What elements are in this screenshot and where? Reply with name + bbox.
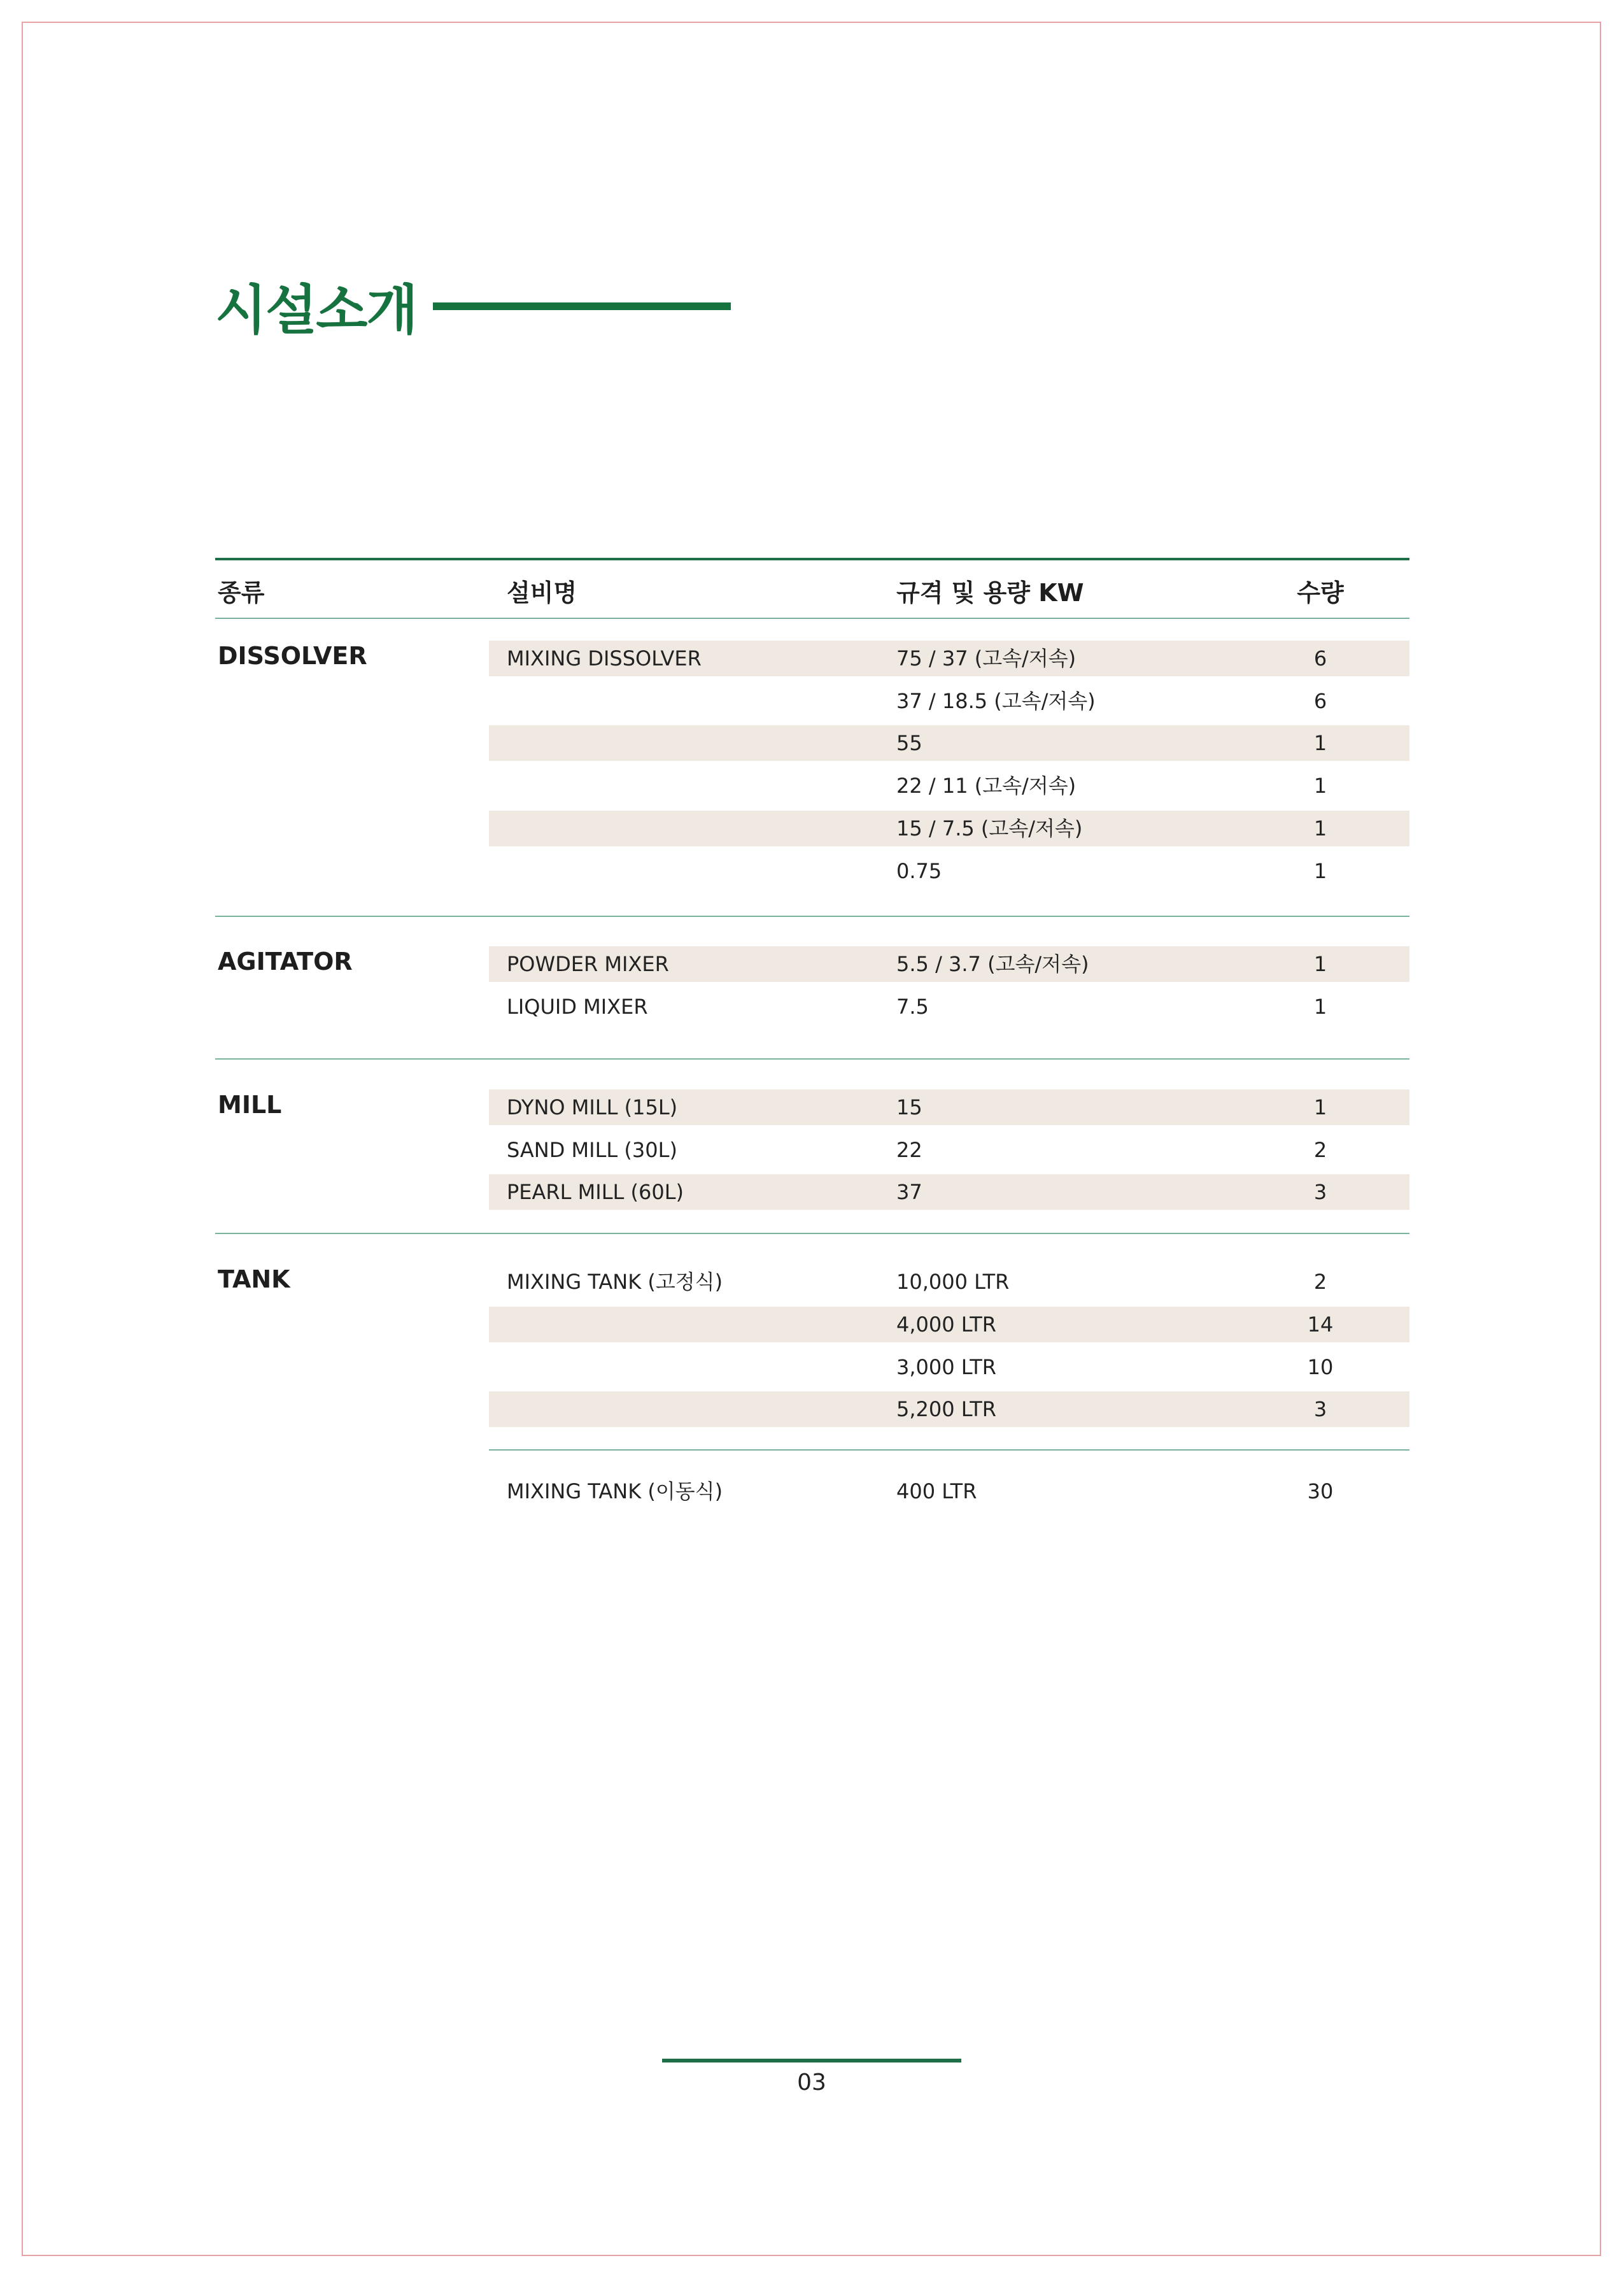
page-title-block	[215, 267, 417, 344]
equipment-name: MIXING TANK (고정식)	[507, 1270, 723, 1294]
equipment-name: DYNO MILL (15L)	[507, 1095, 678, 1119]
table-row	[489, 1132, 1409, 1168]
spec-value: 55	[896, 731, 922, 755]
equipment-name: PEARL MILL (60L)	[507, 1180, 684, 1204]
table-row	[489, 946, 1409, 982]
subgroup-separator	[489, 1449, 1409, 1451]
table-row	[489, 725, 1409, 761]
header-rule	[215, 618, 1409, 619]
table-row	[489, 1174, 1409, 1210]
spec-value: 4,000 LTR	[896, 1312, 996, 1337]
page-number: 03	[797, 2070, 826, 2096]
footer-rule	[662, 2059, 961, 2062]
spec-value: 15 / 7.5 (고속/저속)	[896, 816, 1083, 841]
spec-value: 75 / 37 (고속/저속)	[896, 646, 1077, 671]
group-separator	[215, 1058, 1409, 1060]
qty-value: 1	[1313, 952, 1327, 976]
qty-value: 1	[1313, 1095, 1327, 1119]
table-row	[489, 641, 1409, 676]
table-top-rule	[215, 558, 1409, 560]
table-row	[489, 989, 1409, 1025]
spec-value: 22	[896, 1138, 922, 1162]
category-tank: TANK	[218, 1265, 290, 1293]
equipment-name: MIXING DISSOLVER	[507, 646, 702, 671]
table-row	[489, 1391, 1409, 1427]
qty-value: 14	[1307, 1312, 1334, 1337]
header-qty: 수량	[1297, 579, 1344, 607]
qty-value: 3	[1313, 1180, 1327, 1204]
spec-value: 400 LTR	[896, 1479, 977, 1503]
table-row	[489, 1090, 1409, 1125]
spec-value: 5,200 LTR	[896, 1397, 996, 1421]
category-dissolver: DISSOLVER	[218, 642, 367, 670]
qty-value: 10	[1307, 1355, 1334, 1379]
qty-value: 1	[1313, 816, 1327, 841]
table-row	[489, 1307, 1409, 1342]
spec-value: 37	[896, 1180, 922, 1204]
qty-value: 1	[1313, 774, 1327, 798]
equipment-name: SAND MILL (30L)	[507, 1138, 677, 1162]
category-mill: MILL	[218, 1091, 282, 1119]
table-row	[489, 1473, 1409, 1509]
title-underline	[433, 302, 731, 310]
qty-value: 1	[1313, 995, 1327, 1019]
table-row	[489, 768, 1409, 804]
qty-value: 6	[1313, 646, 1327, 671]
spec-value: 37 / 18.5 (고속/저속)	[896, 689, 1096, 713]
table-row	[489, 683, 1409, 719]
table-row	[489, 1264, 1409, 1300]
group-separator	[215, 1233, 1409, 1234]
table-row	[489, 853, 1409, 889]
qty-value: 2	[1313, 1138, 1327, 1162]
header-type: 종류	[218, 579, 265, 607]
equipment-name: LIQUID MIXER	[507, 995, 648, 1019]
spec-value: 0.75	[896, 859, 942, 883]
spec-value: 7.5	[896, 995, 929, 1019]
header-spec: 규격 및 용량 KW	[896, 579, 1084, 607]
spec-value: 22 / 11 (고속/저속)	[896, 774, 1077, 798]
spec-value: 3,000 LTR	[896, 1355, 996, 1379]
table-row	[489, 811, 1409, 846]
qty-value: 30	[1307, 1479, 1334, 1503]
equipment-name: POWDER MIXER	[507, 952, 669, 976]
page-title: 시설소개	[215, 278, 417, 341]
spec-value: 15	[896, 1095, 922, 1119]
table-row	[489, 1349, 1409, 1385]
qty-value: 1	[1313, 731, 1327, 755]
group-separator	[215, 916, 1409, 917]
qty-value: 6	[1313, 689, 1327, 713]
spec-value: 10,000 LTR	[896, 1270, 1010, 1294]
spec-value: 5.5 / 3.7 (고속/저속)	[896, 952, 1089, 976]
category-agitator: AGITATOR	[218, 948, 353, 976]
equipment-name: MIXING TANK (이동식)	[507, 1479, 723, 1503]
qty-value: 3	[1313, 1397, 1327, 1421]
qty-value: 1	[1313, 859, 1327, 883]
qty-value: 2	[1313, 1270, 1327, 1294]
header-equipment: 설비명	[507, 579, 577, 607]
